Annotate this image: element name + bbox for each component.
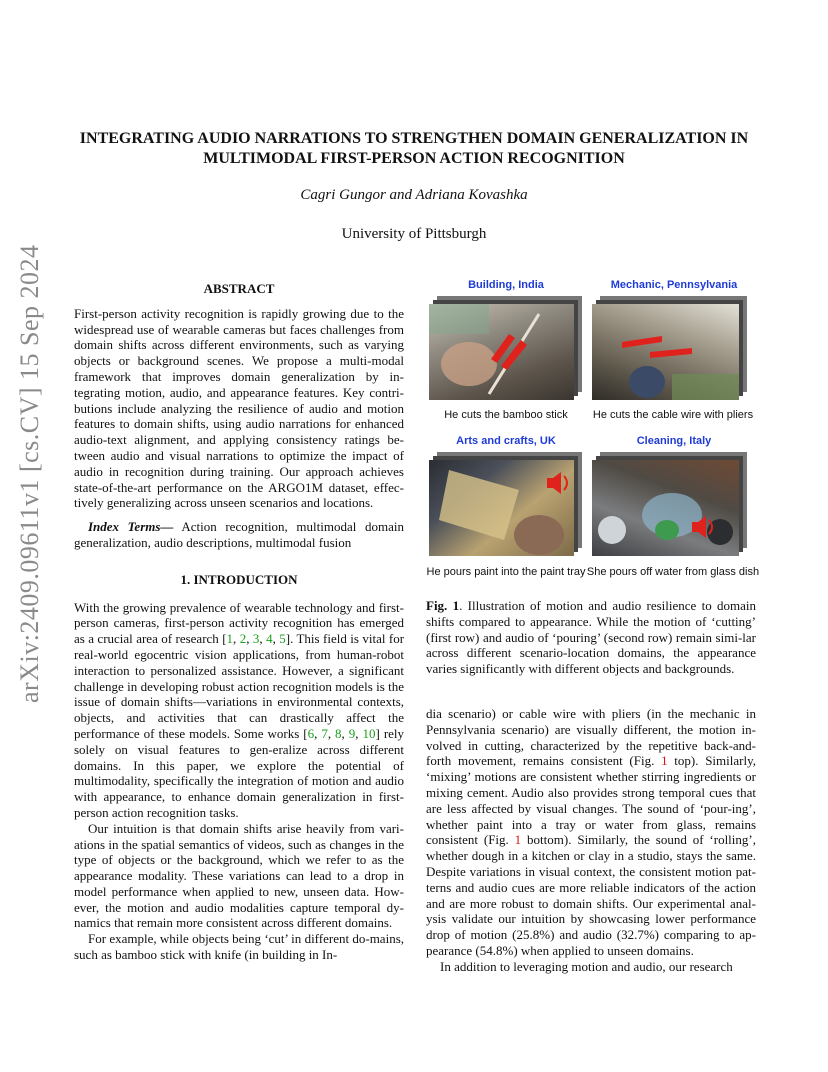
figure-image-bamboo <box>429 304 574 400</box>
right-paragraph-2: In addition to leveraging motion and audio, our research <box>440 958 733 974</box>
figure-panel-label: Building, India <box>468 279 544 291</box>
intro-paragraph-3: For example, while objects being ‘cut’ in different do-mains, such as bamboo stick with knife (in building in In- <box>74 931 404 963</box>
intro-heading: 1. INTRODUCTION <box>180 571 298 587</box>
figure-1 <box>424 277 758 587</box>
citation-link[interactable]: 1 <box>226 631 234 647</box>
right-p1-text-b: top). Similarly, ‘mixing’ motions are consistent whether stirring ingredients or mixing cement. Audio also provides strong temporal cues that are less affected by visual changes. The sound of ‘pour-ing’, whether paint into a tray or water from glass, remains consistent (Fig. <box>426 753 756 848</box>
figure-ref-link[interactable]: 1 <box>661 753 668 769</box>
citation-link[interactable]: 5 <box>279 631 286 647</box>
speaker-icon <box>429 460 574 556</box>
right-p1-text-a: dia scenario) or cable wire with pliers (in the mechanic in Pennsylvania scenario) are visually different, the motion in-volved in cutting, characterized by the repetitive back-and-forth movement, remains consistent (Fig. <box>426 706 756 769</box>
index-terms-text: Action recognition, multimodal domain generalization, audio descriptions, multimodal fusion <box>74 519 404 550</box>
cutting-arrow-icon <box>429 304 574 400</box>
figure-image-cable <box>592 304 739 400</box>
right-column <box>426 706 756 975</box>
arxiv-identifier: arXiv:2409.09611v1 [cs.CV] 15 Sep 2024 <box>15 244 44 703</box>
citation-link[interactable]: 9 <box>348 725 356 741</box>
figure-panel-label: Mechanic, Pennsylvania <box>610 279 738 291</box>
figure-ref-link[interactable]: 1 <box>514 832 522 848</box>
abstract-text: First-person activity recognition is rapidly growing due to the widespread use of wearable cameras but faces challenges from domain shifts across different environments, such as varying objects or background scenes. We propose a multi-modal framework that improves domain generalization by in-tegrating motion, audio, and appearance features. Key contri-butions include analyzing the resilience of audio and motion features to domain shifts, using audio narrations for enhanced audio-text alignment, and applying consistency ratings be-tween audio and visual narrations to optimize the impact of audio in recognition during training. Our approach achieves state-of-the-art performance on the ARGO1M dataset, effec-tively generalizing across unseen scenarios and locations. <box>74 305 404 511</box>
index-terms <box>74 519 404 551</box>
intro-p1-text-a: With the growing prevalence of wearable technology and first-person cameras, first-person activity recognition has emerged as a crucial area of research [ <box>74 599 404 647</box>
authors: Cagri Gungor and Adriana Kovashka <box>300 187 528 203</box>
right-paragraph-1 <box>426 706 756 959</box>
paper-title <box>60 129 768 169</box>
figure-image-water <box>592 460 739 556</box>
citation-link[interactable]: 4 <box>266 631 273 647</box>
right-p1-text-c: bottom). Similarly, the sound of ‘rolling’, whether dough in a kitchen or clay in a studio, stays the same. Despite variations in visual context, the consistent motion pat-terns and audio cues are more reliable indicators of the action and are more robust to domain shifts. Our experimental anal-ysis validate our intuition by showcasing lower performance drop of motion (25.8%) and audio (32.7%) comparing to ap-pearance (54.8%) when applied to unseen domains. <box>426 832 756 958</box>
figure-panel-caption: She pours off water from glass dish <box>586 566 760 578</box>
figure-caption-label: Fig. 1 <box>426 598 460 613</box>
citation-link[interactable]: 7 <box>321 725 328 741</box>
intro-p1-text-c: ] rely solely on visual features to gen-eralize across different domains. In this paper, we explore the potential of multimodality, specifically the integration of motion and audio with appearance, to enhance domain generalization in first-person action recognition tasks. <box>74 725 405 820</box>
citation-link[interactable]: 8 <box>335 725 342 741</box>
figure-panel-caption: He cuts the cable wire with pliers <box>592 409 754 421</box>
citation-link[interactable]: 2 <box>239 631 247 647</box>
figure-panel-caption: He cuts the bamboo stick <box>444 409 568 421</box>
citation-link[interactable]: 3 <box>252 631 260 647</box>
intro-paragraph-2: Our intuition is that domain shifts arise heavily from vari-ations in the spatial semantics of videos, such as changes in the type of objects or the background, which we refer to as the appearance modality. These variations can lead to a drop in model performance when applied to new, unseen data. How-ever, the motion and audio modalities capture temporal dy-namics that remain more consistent across different domains. <box>74 820 404 931</box>
figure-caption <box>426 598 756 677</box>
figure-panel-caption: He pours paint into the paint tray <box>426 566 586 578</box>
citation-link[interactable]: 6 <box>307 725 315 741</box>
affiliation: University of Pittsburgh <box>341 226 487 242</box>
figure-caption-text: . Illustration of motion and audio resilience to domain shifts compared to appearance. While the motion of ‘cutting’ (first row) and audio of ‘pouring’ (second row) remain simi-lar across different scenario-location domains, the appearance varies significantly with different objects and backgrounds. <box>426 598 756 677</box>
figure-panel-label: Cleaning, Italy <box>636 435 712 447</box>
figure-image-paint <box>429 460 574 556</box>
speaker-icon <box>592 460 739 556</box>
intro-p1-text-b: ]. This field is vital for real-world egocentric vision applications, from human-robot interaction to personalized assistance. However, a significant challenge in developing robust action recognition models is the issue of domain shifts—variations in environmental contexts, objects, and activities that can drastically affect the performance of these models. Some works [ <box>74 631 405 741</box>
left-column <box>74 281 404 963</box>
citation-link[interactable]: 10 <box>362 725 376 741</box>
cutting-arrow-icon <box>592 304 739 400</box>
title-line-2: MULTIMODAL FIRST-PERSON ACTION RECOGNITION <box>203 150 625 167</box>
index-terms-label: Index Terms— <box>88 519 174 535</box>
abstract-heading: ABSTRACT <box>203 281 275 296</box>
intro-paragraph-1: With the growing prevalence of wearable technology and first-person cameras, first-person activity recognition has emerged as a crucial area of research [1, 2, 3, 4, 5]. This field is vital for real-world egocentric vision applications, from human-robot interaction to personalized assistance. However, a significant challenge in developing robust action recognition models is the issue of domain shifts—variations in environmental contexts, objects, and activities that can drastically affect the performance of these models. Some works [6, 7, 8, 9, 10] rely solely on visual features to gen-eralize across different domains. In this paper, we explore the potential of multimodality, specifically the integration of motion and audio with appearance, to enhance domain generalization in first-person action recognition tasks. <box>74 599 405 820</box>
figure-panel-label: Arts and crafts, UK <box>456 435 556 447</box>
title-line-1: INTEGRATING AUDIO NARRATIONS TO STRENGTHEN DOMAIN GENERALIZATION IN <box>79 130 749 147</box>
